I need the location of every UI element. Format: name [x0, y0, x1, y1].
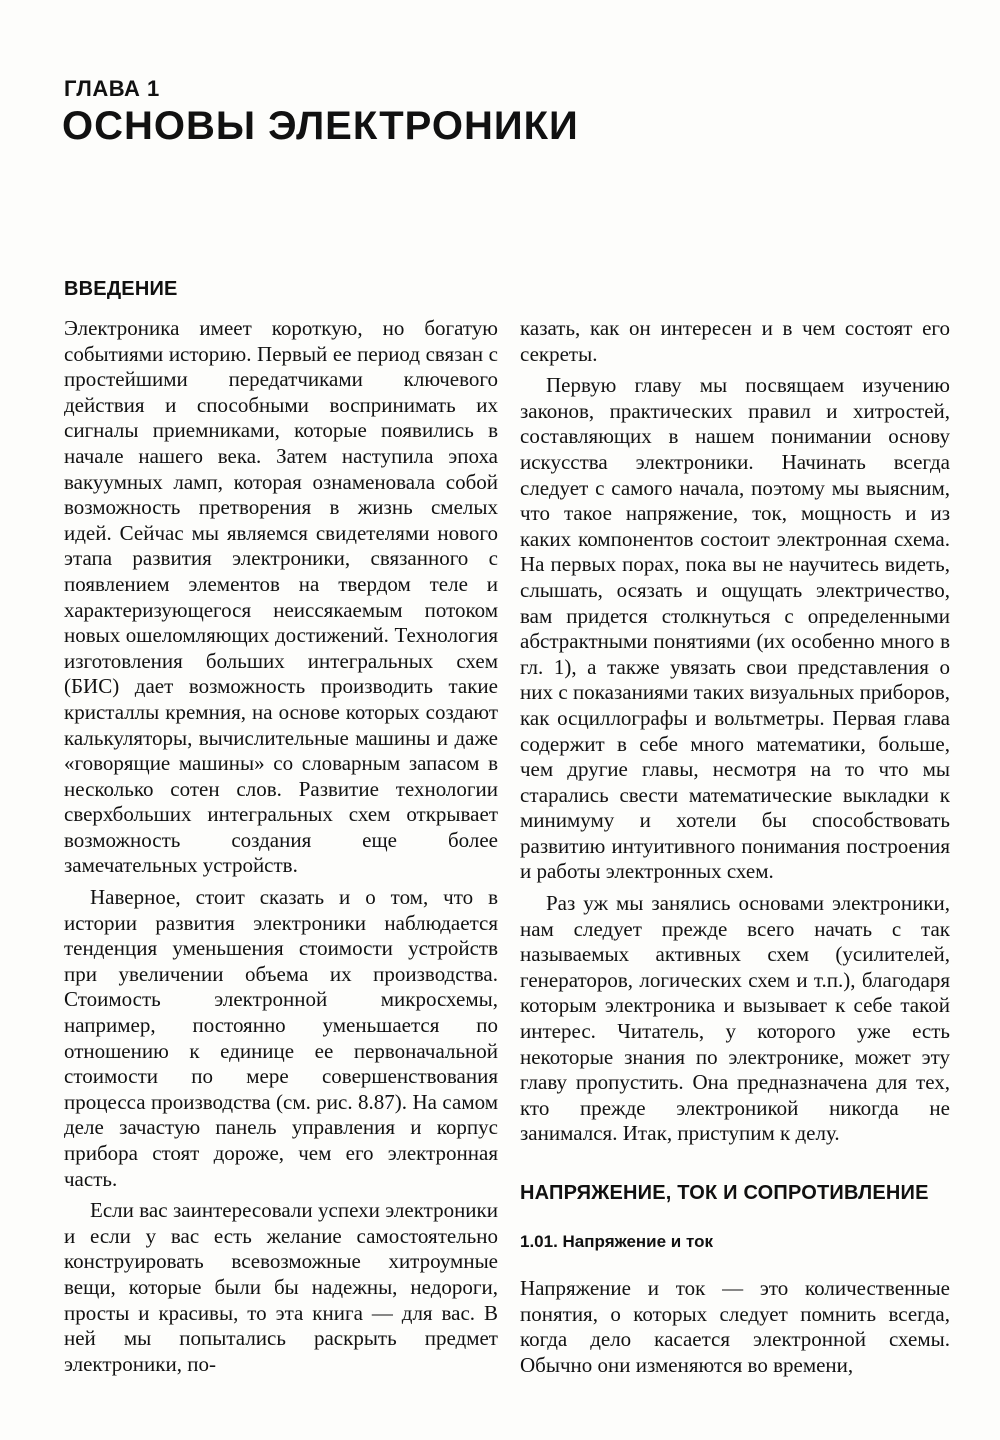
left-paragraph-2: Наверное, стоит сказать и о том, что в истории развития электроники наблюдается тенденция уменьшения стоимости устройств при увеличении объема их производства. Стоимость электронной микросхемы, например, постоянно уменьшается по отношению к единице ее первоначальной стоимости по мере совершенствования процесса производства (см. рис. 8.87). На самом деле зачастую панель управления и корпус прибора стоят дороже, чем его электронная часть. — [64, 885, 498, 1191]
left-column — [64, 316, 498, 1377]
right-paragraph-3: Раз уж мы занялись основами электроники, нам следует прежде всего начать с так называемых активных схем (усилителей, генераторов, логических схем и т.п.), благодаря которым электроника и вызывает к себе такой интерес. Читатель, у которого уже есть некоторые знания по электронике, может эту главу пропустить. Она предназначена для тех, кто прежде электроникой никогда не занимался. Итак, приступим к делу. — [520, 891, 950, 1146]
subsection-paragraph: Напряжение и ток — это количественные понятия, о которых следует помнить всегда, когда дело касается электронной схемы. Обычно они изменяются во времени, — [520, 1276, 950, 1377]
intro-heading: ВВЕДЕНИЕ — [64, 278, 178, 300]
left-paragraph-1: Электроника имеет короткую, но богатую событиями историю. Первый ее период связан с простейшими передатчиками ключевого действия и способными воспринимать их сигналы приемниками, которые появились в начале нашего века. Затем наступила эпоха вакуумных ламп, которая ознаменовала собой возможность претворения в жизнь смелых идей. Сейчас мы являемся свидетелями нового этапа развития электроники, связанного с появлением элементов на твердом теле и характеризующегося неиссякаемым потоком новых ошеломляющих достижений. Технология изготовления больших интегральных схем (БИС) дает возможность производить такие кристаллы кремния, на основе которых создают калькуляторы, вычислительные машины и даже «говорящие машины» со словарным запасом в несколько сотен слов. Развитие технологии сверхбольших интегральных схем открывает возможность создания еще более замечательных устройств. — [64, 316, 498, 878]
right-column — [520, 316, 950, 1379]
chapter-label: ГЛАВА 1 — [64, 76, 160, 101]
right-paragraph-1: казать, как он интересен и в чем состоят его секреты. — [520, 316, 950, 366]
subsection-heading-1-01: 1.01. Напряжение и ток — [520, 1231, 713, 1251]
left-paragraph-3: Если вас заинтересовали успехи электроники и если у вас есть желание самостоятельно конструировать всевозможные хитроумные вещи, которые были бы надежны, недороги, просты и красивы, то эта книга — для вас. В ней мы попытались раскрыть предмет электроники, по- — [64, 1198, 498, 1376]
right-paragraph-2: Первую главу мы посвящаем изучению законов, практических правил и хитростей, составляющих в нашем понимании основу искусства электроники. Начинать всегда следует с самого начала, поэтому мы выясним, что такое напряжение, ток, мощность и из каких компонентов состоит электронная схема. На первых порах, пока вы не научитесь видеть, слышать, осязать и ощущать электричество, вам придется столкнуться с определенными абстрактными понятиями (их особенно много в гл. 1), а также увязать свои представления о них с показаниями таких визуальных приборов, как осциллографы и вольтметры. Первая глава содержит в себе много математики, больше, чем другие главы, несмотря на то что мы старались свести математические выкладки к минимуму и хотели бы способствовать развитию интуитивного понимания построения и работы электронных схем. — [520, 373, 950, 884]
section-heading-voltage-current-resistance: НАПРЯЖЕНИЕ, ТОК И СОПРОТИВЛЕНИЕ — [520, 1182, 929, 1204]
chapter-title: ОСНОВЫ ЭЛЕКТРОНИКИ — [62, 104, 579, 148]
